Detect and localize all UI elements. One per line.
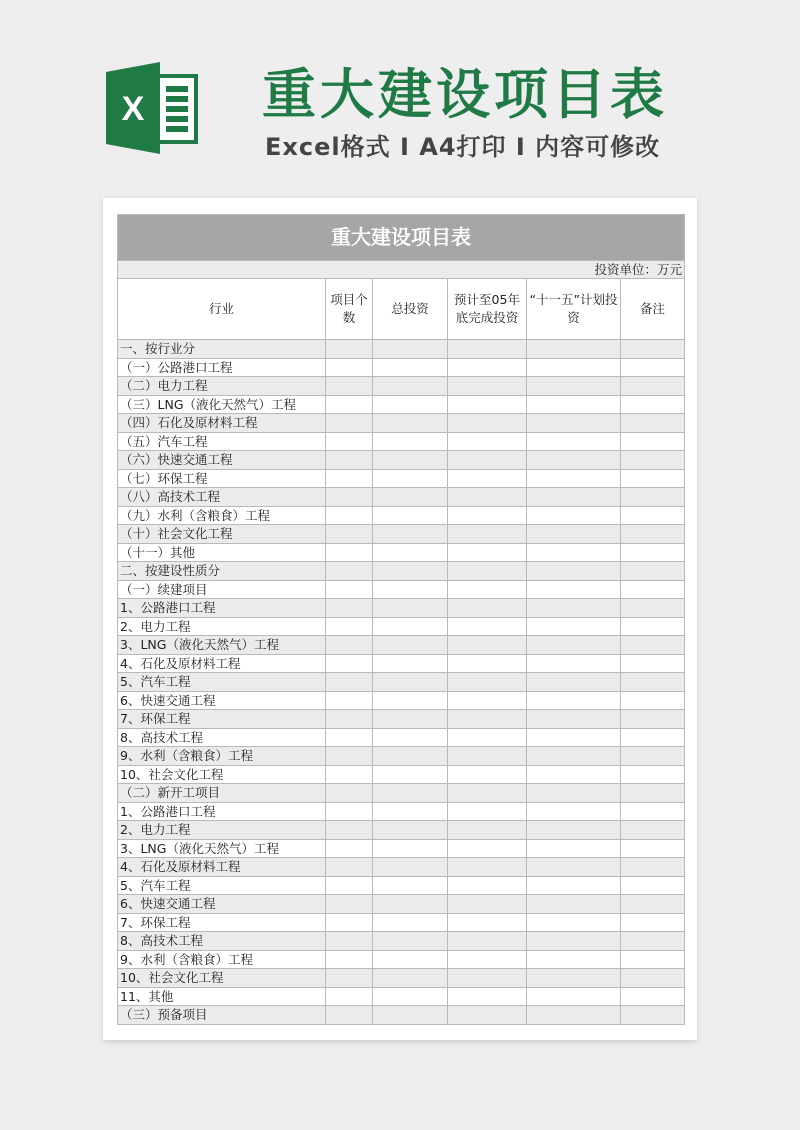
row-label: 9、水利（含粮食）工程 xyxy=(118,950,326,969)
data-cell[interactable] xyxy=(373,895,448,914)
table-row xyxy=(118,691,685,710)
row-label: 2、电力工程 xyxy=(118,821,326,840)
data-cell[interactable] xyxy=(527,969,621,988)
data-cell[interactable] xyxy=(448,691,527,710)
data-cell[interactable] xyxy=(527,1006,621,1025)
data-cell[interactable] xyxy=(527,395,621,414)
row-label: 11、其他 xyxy=(118,987,326,1006)
data-cell[interactable] xyxy=(448,506,527,525)
header-notes: 备注 xyxy=(621,279,685,340)
data-cell[interactable] xyxy=(527,747,621,766)
data-cell[interactable] xyxy=(326,599,373,618)
table-row xyxy=(118,710,685,729)
data-cell[interactable] xyxy=(448,599,527,618)
data-cell[interactable] xyxy=(621,451,685,470)
data-cell[interactable] xyxy=(448,673,527,692)
table-row xyxy=(118,839,685,858)
data-cell[interactable] xyxy=(527,488,621,507)
row-label: 一、按行业分 xyxy=(118,340,326,359)
row-label: （八）高技术工程 xyxy=(118,488,326,507)
data-cell[interactable] xyxy=(527,876,621,895)
data-cell[interactable] xyxy=(373,821,448,840)
data-cell[interactable] xyxy=(621,821,685,840)
data-cell[interactable] xyxy=(373,691,448,710)
data-cell[interactable] xyxy=(448,636,527,655)
row-label: （一）续建项目 xyxy=(118,580,326,599)
data-cell[interactable] xyxy=(448,451,527,470)
data-cell[interactable] xyxy=(527,617,621,636)
data-cell[interactable] xyxy=(326,876,373,895)
data-cell[interactable] xyxy=(326,728,373,747)
table-row xyxy=(118,821,685,840)
data-cell[interactable] xyxy=(527,987,621,1006)
table-row xyxy=(118,654,685,673)
data-cell[interactable] xyxy=(527,543,621,562)
data-cell[interactable] xyxy=(326,414,373,433)
data-cell[interactable] xyxy=(527,821,621,840)
data-cell[interactable] xyxy=(373,506,448,525)
data-cell[interactable] xyxy=(527,728,621,747)
row-label: 7、环保工程 xyxy=(118,913,326,932)
data-cell[interactable] xyxy=(527,340,621,359)
data-cell[interactable] xyxy=(373,488,448,507)
table-row xyxy=(118,876,685,895)
excel-logo-icon xyxy=(104,58,204,158)
table-row xyxy=(118,580,685,599)
header-row xyxy=(118,279,685,340)
data-cell[interactable] xyxy=(448,765,527,784)
data-cell[interactable] xyxy=(621,340,685,359)
data-cell[interactable] xyxy=(621,987,685,1006)
data-cell[interactable] xyxy=(373,969,448,988)
data-cell[interactable] xyxy=(621,784,685,803)
table-row xyxy=(118,802,685,821)
table-row xyxy=(118,1006,685,1025)
data-cell[interactable] xyxy=(373,839,448,858)
row-label: 10、社会文化工程 xyxy=(118,969,326,988)
data-cell[interactable] xyxy=(527,913,621,932)
table-row xyxy=(118,377,685,396)
data-cell[interactable] xyxy=(326,950,373,969)
data-cell[interactable] xyxy=(621,802,685,821)
row-label: 8、高技术工程 xyxy=(118,728,326,747)
data-cell[interactable] xyxy=(373,987,448,1006)
row-label: 6、快速交通工程 xyxy=(118,895,326,914)
data-cell[interactable] xyxy=(527,673,621,692)
data-cell[interactable] xyxy=(448,414,527,433)
table-row xyxy=(118,414,685,433)
data-cell[interactable] xyxy=(373,580,448,599)
data-cell[interactable] xyxy=(373,451,448,470)
data-cell[interactable] xyxy=(621,617,685,636)
table-row xyxy=(118,747,685,766)
data-cell[interactable] xyxy=(326,469,373,488)
data-cell[interactable] xyxy=(448,1006,527,1025)
data-cell[interactable] xyxy=(448,932,527,951)
data-cell[interactable] xyxy=(373,784,448,803)
data-cell[interactable] xyxy=(448,747,527,766)
row-label: 6、快速交通工程 xyxy=(118,691,326,710)
data-cell[interactable] xyxy=(527,802,621,821)
row-label: 4、石化及原材料工程 xyxy=(118,654,326,673)
data-cell[interactable] xyxy=(527,858,621,877)
table-row xyxy=(118,358,685,377)
data-cell[interactable] xyxy=(326,395,373,414)
data-cell[interactable] xyxy=(326,525,373,544)
data-cell[interactable] xyxy=(448,728,527,747)
data-cell[interactable] xyxy=(621,506,685,525)
data-cell[interactable] xyxy=(373,913,448,932)
data-cell[interactable] xyxy=(527,636,621,655)
row-label: （二）电力工程 xyxy=(118,377,326,396)
data-cell[interactable] xyxy=(373,747,448,766)
data-cell[interactable] xyxy=(448,432,527,451)
row-label: 4、石化及原材料工程 xyxy=(118,858,326,877)
data-cell[interactable] xyxy=(448,580,527,599)
data-cell[interactable] xyxy=(326,617,373,636)
data-cell[interactable] xyxy=(326,765,373,784)
data-cell[interactable] xyxy=(527,525,621,544)
data-cell[interactable] xyxy=(448,543,527,562)
data-cell[interactable] xyxy=(448,950,527,969)
table-row xyxy=(118,950,685,969)
data-cell[interactable] xyxy=(373,1006,448,1025)
row-label: 10、社会文化工程 xyxy=(118,765,326,784)
data-cell[interactable] xyxy=(621,728,685,747)
table-row xyxy=(118,987,685,1006)
data-cell[interactable] xyxy=(326,932,373,951)
data-cell[interactable] xyxy=(373,673,448,692)
data-cell[interactable] xyxy=(621,432,685,451)
data-cell[interactable] xyxy=(621,358,685,377)
data-cell[interactable] xyxy=(527,691,621,710)
data-cell[interactable] xyxy=(527,432,621,451)
data-cell[interactable] xyxy=(373,802,448,821)
data-cell[interactable] xyxy=(373,636,448,655)
data-cell[interactable] xyxy=(373,395,448,414)
data-cell[interactable] xyxy=(621,950,685,969)
data-cell[interactable] xyxy=(448,395,527,414)
data-cell[interactable] xyxy=(621,525,685,544)
data-cell[interactable] xyxy=(448,710,527,729)
data-cell[interactable] xyxy=(326,895,373,914)
data-cell[interactable] xyxy=(621,932,685,951)
data-cell[interactable] xyxy=(621,395,685,414)
table-row xyxy=(118,932,685,951)
data-cell[interactable] xyxy=(326,802,373,821)
row-label: （十）社会文化工程 xyxy=(118,525,326,544)
unit-label: 投资单位：万元 xyxy=(118,261,685,279)
data-cell[interactable] xyxy=(448,821,527,840)
data-cell[interactable] xyxy=(621,913,685,932)
row-label: （三）预备项目 xyxy=(118,1006,326,1025)
table-row xyxy=(118,395,685,414)
data-cell[interactable] xyxy=(527,710,621,729)
data-cell[interactable] xyxy=(326,377,373,396)
data-cell[interactable] xyxy=(527,765,621,784)
data-cell[interactable] xyxy=(326,913,373,932)
data-cell[interactable] xyxy=(373,617,448,636)
data-cell[interactable] xyxy=(621,673,685,692)
header-completed: 预计至05年底完成投资 xyxy=(448,279,527,340)
data-cell[interactable] xyxy=(326,969,373,988)
table-row xyxy=(118,543,685,562)
data-cell[interactable] xyxy=(621,488,685,507)
data-cell[interactable] xyxy=(527,451,621,470)
data-cell[interactable] xyxy=(373,543,448,562)
table-row xyxy=(118,469,685,488)
data-cell[interactable] xyxy=(621,895,685,914)
data-cell[interactable] xyxy=(621,414,685,433)
row-label: 7、环保工程 xyxy=(118,710,326,729)
data-cell[interactable] xyxy=(448,802,527,821)
row-label: 3、LNG（液化天然气）工程 xyxy=(118,839,326,858)
data-cell[interactable] xyxy=(527,950,621,969)
data-cell[interactable] xyxy=(326,987,373,1006)
data-cell[interactable] xyxy=(373,876,448,895)
data-cell[interactable] xyxy=(527,358,621,377)
header-total: 总投资 xyxy=(373,279,448,340)
data-cell[interactable] xyxy=(373,599,448,618)
data-cell[interactable] xyxy=(448,858,527,877)
header-industry: 行业 xyxy=(118,279,326,340)
data-cell[interactable] xyxy=(621,599,685,618)
project-table xyxy=(117,214,685,1025)
data-cell[interactable] xyxy=(326,543,373,562)
data-cell[interactable] xyxy=(621,580,685,599)
data-cell[interactable] xyxy=(373,765,448,784)
data-cell[interactable] xyxy=(621,858,685,877)
data-cell[interactable] xyxy=(373,950,448,969)
data-cell[interactable] xyxy=(373,340,448,359)
data-cell[interactable] xyxy=(448,340,527,359)
table-title: 重大建设项目表 xyxy=(118,215,685,261)
table-row xyxy=(118,525,685,544)
data-cell[interactable] xyxy=(527,599,621,618)
data-cell[interactable] xyxy=(448,377,527,396)
data-cell[interactable] xyxy=(373,525,448,544)
data-cell[interactable] xyxy=(448,654,527,673)
data-cell[interactable] xyxy=(621,1006,685,1025)
data-cell[interactable] xyxy=(448,876,527,895)
row-label: （六）快速交通工程 xyxy=(118,451,326,470)
data-cell[interactable] xyxy=(621,636,685,655)
data-cell[interactable] xyxy=(621,876,685,895)
data-cell[interactable] xyxy=(621,969,685,988)
data-cell[interactable] xyxy=(527,377,621,396)
data-cell[interactable] xyxy=(373,414,448,433)
data-cell[interactable] xyxy=(621,377,685,396)
data-cell[interactable] xyxy=(527,414,621,433)
data-cell[interactable] xyxy=(373,469,448,488)
row-label: 2、电力工程 xyxy=(118,617,326,636)
data-cell[interactable] xyxy=(373,728,448,747)
row-label: （二）新开工项目 xyxy=(118,784,326,803)
data-cell[interactable] xyxy=(621,839,685,858)
data-cell[interactable] xyxy=(621,747,685,766)
banner-subtitle: Excel格式 I A4打印 I 内容可修改 xyxy=(265,133,661,161)
data-cell[interactable] xyxy=(448,469,527,488)
data-cell[interactable] xyxy=(326,784,373,803)
table-row xyxy=(118,617,685,636)
row-label: （九）水利（含粮食）工程 xyxy=(118,506,326,525)
row-label: 8、高技术工程 xyxy=(118,932,326,951)
data-cell[interactable] xyxy=(448,617,527,636)
data-cell[interactable] xyxy=(326,673,373,692)
data-cell[interactable] xyxy=(448,969,527,988)
table-row xyxy=(118,599,685,618)
row-label: 5、汽车工程 xyxy=(118,673,326,692)
table-row xyxy=(118,488,685,507)
data-cell[interactable] xyxy=(621,562,685,581)
data-cell[interactable] xyxy=(527,654,621,673)
data-cell[interactable] xyxy=(527,932,621,951)
data-cell[interactable] xyxy=(326,691,373,710)
data-cell[interactable] xyxy=(448,987,527,1006)
banner-title: 重大建设项目表 xyxy=(262,63,668,126)
data-cell[interactable] xyxy=(621,543,685,562)
row-label: （十一）其他 xyxy=(118,543,326,562)
table-row xyxy=(118,340,685,359)
data-cell[interactable] xyxy=(527,784,621,803)
table-row xyxy=(118,969,685,988)
data-cell[interactable] xyxy=(326,506,373,525)
table-row xyxy=(118,728,685,747)
table-row xyxy=(118,451,685,470)
table-row xyxy=(118,562,685,581)
data-cell[interactable] xyxy=(326,340,373,359)
data-cell[interactable] xyxy=(326,562,373,581)
data-cell[interactable] xyxy=(326,488,373,507)
data-cell[interactable] xyxy=(527,839,621,858)
data-cell[interactable] xyxy=(373,710,448,729)
data-cell[interactable] xyxy=(326,654,373,673)
data-cell[interactable] xyxy=(373,562,448,581)
table-row xyxy=(118,858,685,877)
data-cell[interactable] xyxy=(448,839,527,858)
row-label: 5、汽车工程 xyxy=(118,876,326,895)
row-label: （一）公路港口工程 xyxy=(118,358,326,377)
data-cell[interactable] xyxy=(621,765,685,784)
data-cell[interactable] xyxy=(326,451,373,470)
table-row xyxy=(118,432,685,451)
row-label: 3、LNG（液化天然气）工程 xyxy=(118,636,326,655)
data-cell[interactable] xyxy=(448,895,527,914)
data-cell[interactable] xyxy=(373,932,448,951)
data-cell[interactable] xyxy=(373,858,448,877)
data-cell[interactable] xyxy=(373,432,448,451)
data-cell[interactable] xyxy=(527,506,621,525)
row-label: （三）LNG（液化天然气）工程 xyxy=(118,395,326,414)
table-row xyxy=(118,636,685,655)
data-cell[interactable] xyxy=(621,710,685,729)
data-cell[interactable] xyxy=(326,747,373,766)
table-row xyxy=(118,784,685,803)
row-label: （四）石化及原材料工程 xyxy=(118,414,326,433)
row-label: 9、水利（含粮食）工程 xyxy=(118,747,326,766)
svg-text:X: X xyxy=(121,90,145,128)
row-label: 1、公路港口工程 xyxy=(118,599,326,618)
table-row xyxy=(118,913,685,932)
row-label: 1、公路港口工程 xyxy=(118,802,326,821)
data-cell[interactable] xyxy=(326,580,373,599)
row-label: （五）汽车工程 xyxy=(118,432,326,451)
data-cell[interactable] xyxy=(373,377,448,396)
data-cell[interactable] xyxy=(326,821,373,840)
table-row xyxy=(118,895,685,914)
data-cell[interactable] xyxy=(448,525,527,544)
data-cell[interactable] xyxy=(448,358,527,377)
row-label: （七）环保工程 xyxy=(118,469,326,488)
data-cell[interactable] xyxy=(326,358,373,377)
data-cell[interactable] xyxy=(448,562,527,581)
data-cell[interactable] xyxy=(326,710,373,729)
data-cell[interactable] xyxy=(527,562,621,581)
data-cell[interactable] xyxy=(448,488,527,507)
data-cell[interactable] xyxy=(527,580,621,599)
data-cell[interactable] xyxy=(326,636,373,655)
data-cell[interactable] xyxy=(448,784,527,803)
table-row xyxy=(118,506,685,525)
data-cell[interactable] xyxy=(448,913,527,932)
data-cell[interactable] xyxy=(326,839,373,858)
header-plan: “十一五”计划投资 xyxy=(527,279,621,340)
header-count: 项目个数 xyxy=(326,279,373,340)
data-cell[interactable] xyxy=(326,1006,373,1025)
row-label: 二、按建设性质分 xyxy=(118,562,326,581)
table-row xyxy=(118,765,685,784)
data-cell[interactable] xyxy=(621,691,685,710)
data-cell[interactable] xyxy=(527,895,621,914)
data-cell[interactable] xyxy=(373,654,448,673)
data-cell[interactable] xyxy=(326,432,373,451)
data-cell[interactable] xyxy=(527,469,621,488)
data-cell[interactable] xyxy=(326,858,373,877)
table-row xyxy=(118,673,685,692)
data-cell[interactable] xyxy=(621,469,685,488)
data-cell[interactable] xyxy=(373,358,448,377)
data-cell[interactable] xyxy=(621,654,685,673)
